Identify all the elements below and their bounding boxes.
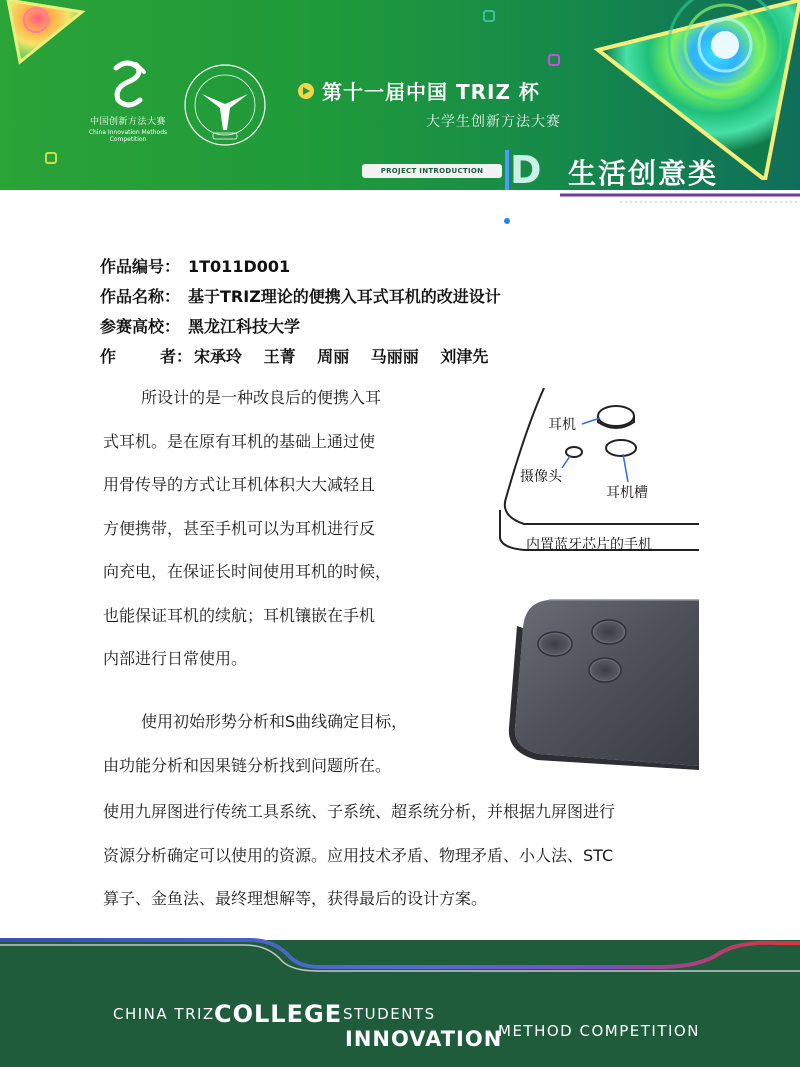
authors-label-a: 作 [100,347,117,366]
category-name: 生活创意类 [568,157,719,190]
phone-render-figure [489,588,699,770]
square-decoration [483,10,495,22]
cimc-logo-en: China Innovation Methods Competition [88,129,168,143]
cimc-mark-icon [106,58,150,110]
author-name: 刘津先 [440,347,489,366]
authors-label [100,342,194,372]
authors-row [100,342,504,372]
label-earphone: 耳机 [548,417,576,433]
text-line: 由功能分析和因果链分析找到问题所在。 [103,755,392,775]
author-name: 马丽丽 [370,347,419,366]
footer-curve-decoration [0,935,800,975]
work-info [100,252,504,372]
paragraph-analysis [103,790,713,921]
work-number-label: 作品编号： [100,257,181,276]
work-number-value: 1T011D001 [188,257,291,276]
footer-innovation: INNOVATION [345,1027,503,1051]
text-line: 所设计的是一种改良后的便携入耳 [141,388,382,407]
school-value: 黑龙江科技大学 [188,317,301,336]
text-line: 资源分析确定可以使用的资源。应用技术矛盾、物理矛盾、小人法、STC [103,845,614,865]
work-number-row [100,252,504,282]
text-line: 算子、金鱼法、最终理想解等，获得最后的设计方案。 [103,889,488,908]
text-line: 也能保证耳机的续航；耳机镶嵌在手机 [103,605,376,625]
phone-render-image [489,588,699,770]
category-dot [502,216,512,226]
label-earphone-slot: 耳机槽 [606,485,648,501]
text-line: 内部进行日常使用。 [103,649,248,668]
text-line: 用骨传导的方式让耳机体积大大减轻且 [103,475,376,494]
title-main: 第十一届中国 TRIZ 杯 [322,80,540,104]
competition-ring-logo [180,60,270,150]
author-name: 王菁 [263,347,296,366]
footer-students: STUDENTS [343,1005,436,1023]
paragraph-method [103,700,448,787]
square-decoration [45,152,57,164]
header-stripe-decoration [560,192,800,210]
category-letter: D [510,148,542,190]
footer-college: COLLEGE [214,1000,343,1028]
school-label: 参赛高校： [100,317,181,336]
figure-caption: 内置蓝牙芯片的手机 [526,537,652,553]
text-line: 向充电，在保证长时间使用耳机的时候， [103,562,392,581]
footer-method-competition: METHOD COMPETITION [498,1022,700,1040]
text-line: 式耳机。是在原有耳机的基础上通过使 [103,431,376,451]
paragraph-description [103,376,433,681]
play-icon [298,83,314,99]
competition-title [298,76,561,131]
triangle-decoration-left [0,0,90,70]
cimc-logo [78,58,178,148]
cimc-logo-cn: 中国创新方法大赛 [89,117,166,127]
work-name-label: 作品名称： [100,287,181,306]
author-name: 宋承玲 [194,347,243,366]
text-line: 使用九屏图进行传统工具系统、子系统、超系统分析，并根据九屏图进行 [103,802,616,821]
school-row [100,312,504,342]
authors-label-b: 者： [159,347,192,366]
category-bar [505,150,509,190]
square-decoration [548,54,560,66]
work-name-row [100,282,504,312]
footer-china-triz: CHINA TRIZ [113,1005,215,1023]
phone-sketch-figure [494,388,699,566]
title-sub: 大学生创新方法大赛 [426,114,561,130]
label-camera: 摄像头 [520,469,562,485]
author-name: 周丽 [317,347,350,366]
header-banner [0,0,800,190]
project-intro-badge: PROJECT INTRODUCTION [362,164,502,178]
authors-list [194,342,504,372]
text-line: 方便携带，甚至手机可以为耳机进行反 [103,518,376,538]
text-line: 使用初始形势分析和S曲线确定目标， [141,712,408,731]
work-name-value: 基于TRIZ理论的便携入耳式耳机的改进设计 [188,287,501,306]
